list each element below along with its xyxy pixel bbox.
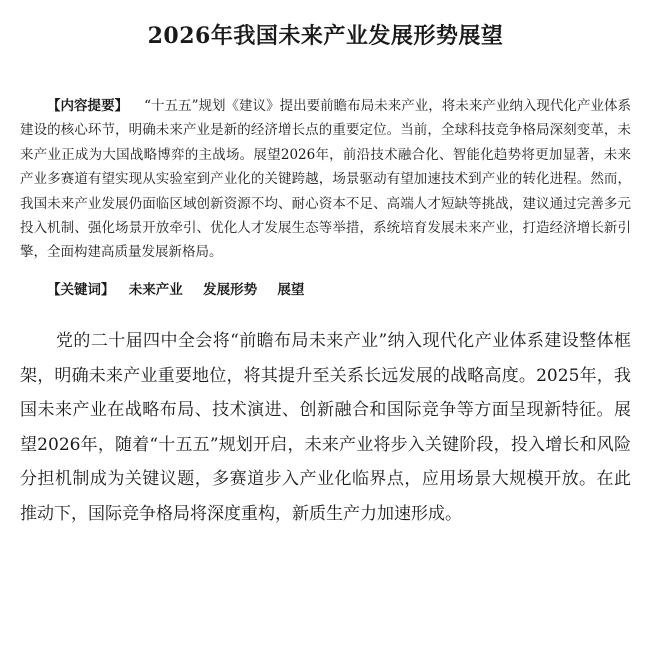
- keyword-item: 未来产业: [128, 282, 183, 299]
- keyword-item: 展望: [277, 282, 305, 299]
- body-paragraph: 党的二十届四中全会将“前瞻布局未来产业”纳入现代化产业体系建设整体框架，明确未来产业重要地位，将其提升至关系长远发展的战略高度。2025年，我国未来产业在战略布局、技术演进、创新融合和国际竞争等方面呈现新特征。展望2026年，随着“十五五”规划开启，未来产业将步入关键阶段，投入增长和风险分担机制成为关键议题，多赛道步入产业化临界点，应用场景大规模开放。在此推动下，国际竞争格局将深度重构，新质生产力加速形成。: [20, 331, 631, 524]
- abstract-paragraph: [20, 94, 631, 265]
- document-title: 2026年我国未来产业发展形势展望: [147, 23, 504, 49]
- abstract-text: “十五五”规划《建议》提出要前瞻布局未来产业，将未来产业纳入现代化产业体系建设的核心环节，明确未来产业是新的经济增长点的重要定位。当前，全球科技竞争格局深刻变革，未来产业正成为大国战略博弈的主战场。展望2026年，前沿技术融合化、智能化趋势将更加显著，未来产业多赛道有望实现从实验室到产业化的关键跨越，场景驱动有望加速技术到产业的转化进程。然而，我国未来产业发展仍面临区域创新资源不均、耐心资本不足、高端人才短缺等挑战，建议通过完善多元投入机制、强化场景开放牵引、优化人才发展生态等举措，系统培育发展未来产业，打造经济增长新引擎，全面构建高质量发展新格局。: [20, 98, 632, 261]
- keywords-label: 【关键词】: [47, 282, 115, 299]
- abstract-label: 【内容提要】: [47, 98, 129, 114]
- keyword-item: 发展形势: [203, 282, 258, 299]
- keywords-line: [20, 278, 631, 302]
